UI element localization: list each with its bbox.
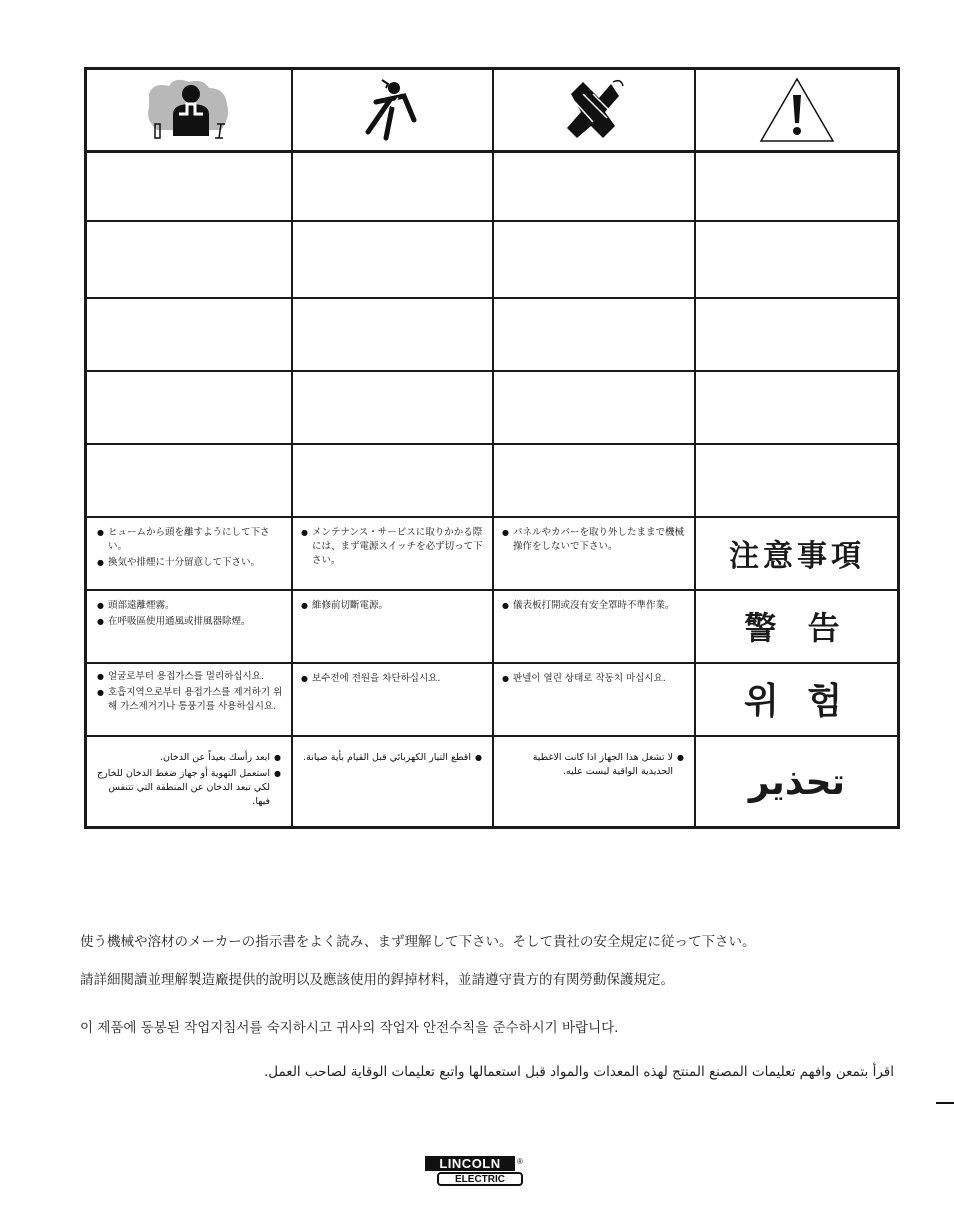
list-item: ● 판넬이 열린 상태로 작동치 마십시요.: [502, 672, 688, 686]
row-divider: [87, 150, 897, 153]
footer-korean-instruction: 이 제품에 동봉된 작업지침서를 숙지하시고 귀사의 작업자 안전수칙을 준수하시기 바랍니다.: [80, 1020, 619, 1036]
japanese-fume-cell: [87, 516, 291, 589]
arabic-fume-cell: [87, 735, 291, 829]
electric-shock-icon: [291, 70, 492, 150]
row-divider: [87, 370, 897, 372]
list-item: ● 頭部遠離煙霧。: [97, 599, 285, 613]
footer-japanese-instruction: 使う機械や溶材のメーカーの指示書をよく読み、まず理解して下さい。そして貴社の安全規定に従って下さい。: [80, 934, 756, 950]
japanese-caution-label: 注意事項: [729, 538, 865, 574]
footer-chinese-instruction: 請詳細閱讀並理解製造廠提供的說明以及應該使用的銲掉材料，並請遵守貴方的有関勞動保護規定。: [80, 972, 674, 988]
list-item: ● لا تشغل هذا الجهاز اذا كانت الاغطية الحديدية الواقية ليست عليه.: [498, 751, 684, 779]
moving-parts-hand-icon: [492, 70, 694, 150]
japanese-moving-parts-cell: [492, 516, 694, 589]
list-item: ● 儀表板打開或沒有安全罩時不準作業。: [502, 599, 688, 613]
list-item: ● メンテナンス・サービスに取りかかる際には、まず電源スイッチを必ず切って下さい。: [301, 526, 486, 568]
list-item: ● 維修前切斷電源。: [301, 599, 486, 613]
list-item: ● 얼굴로부터 용접가스를 멀리하십시요.: [97, 670, 285, 684]
list-item: ● اقطع التيار الكهربائي قبل القيام بأية صيانة.: [297, 751, 482, 765]
arabic-moving-parts-cell: [492, 735, 694, 829]
list-item: ● استعمل التهوية أو جهاز ضغط الدخان للخارج لكي تبعد الدخان عن المنطقة التي تتنفس فيها.: [93, 767, 281, 809]
logo-wordmark-top: LINCOLN: [425, 1156, 515, 1171]
safety-warning-table: [84, 67, 900, 829]
korean-shock-cell: [291, 662, 492, 735]
chinese-moving-parts-cell: [492, 589, 694, 662]
warning-triangle-icon: [694, 70, 900, 150]
korean-fume-cell: [87, 662, 291, 735]
list-item: ● 換気や排煙に十分留意して下さい。: [97, 556, 285, 570]
fume-icon: [87, 70, 291, 150]
list-item: ● ابعد رأسك بعيداً عن الدخان.: [93, 751, 281, 765]
chinese-fume-cell: [87, 589, 291, 662]
chinese-shock-cell: [291, 589, 492, 662]
list-item: ● 보수전에 전원을 차단하십시요.: [301, 672, 486, 686]
korean-danger-label: 위 험: [743, 681, 851, 722]
korean-moving-parts-cell: [492, 662, 694, 735]
row-divider: [87, 443, 897, 445]
margin-dash: [936, 1102, 954, 1104]
japanese-shock-cell: [291, 516, 492, 589]
registered-mark: ®: [517, 1157, 523, 1166]
list-item: ● パネルやカバーを取り外したままで機械操作をしないで下さい。: [502, 526, 688, 554]
footer-arabic-instruction: اقرأ بتمعن وافهم تعليمات المصنع المنتج لهذه المعدات والمواد قبل استعمالها واتبع تعليمات الوقاية لصاحب العمل.: [263, 1064, 894, 1080]
row-divider: [87, 220, 897, 222]
row-divider: [87, 297, 897, 299]
chinese-warning-label: 警 告: [744, 608, 850, 647]
logo-wordmark-bottom: ELECTRIC: [437, 1172, 523, 1186]
lincoln-electric-logo: [425, 1156, 527, 1190]
list-item: ● ヒュームから頭を離すようにして下さい。: [97, 526, 285, 554]
list-item: ● 在呼吸區使用通風或排風器除煙。: [97, 615, 285, 629]
arabic-warning-label: تحذير: [748, 761, 846, 803]
list-item: ● 호흡지역으로부터 용접가스를 제거하기 위해 가스제거기나 통풍기를 사용하십시요.: [97, 686, 285, 714]
arabic-shock-cell: [291, 735, 492, 829]
